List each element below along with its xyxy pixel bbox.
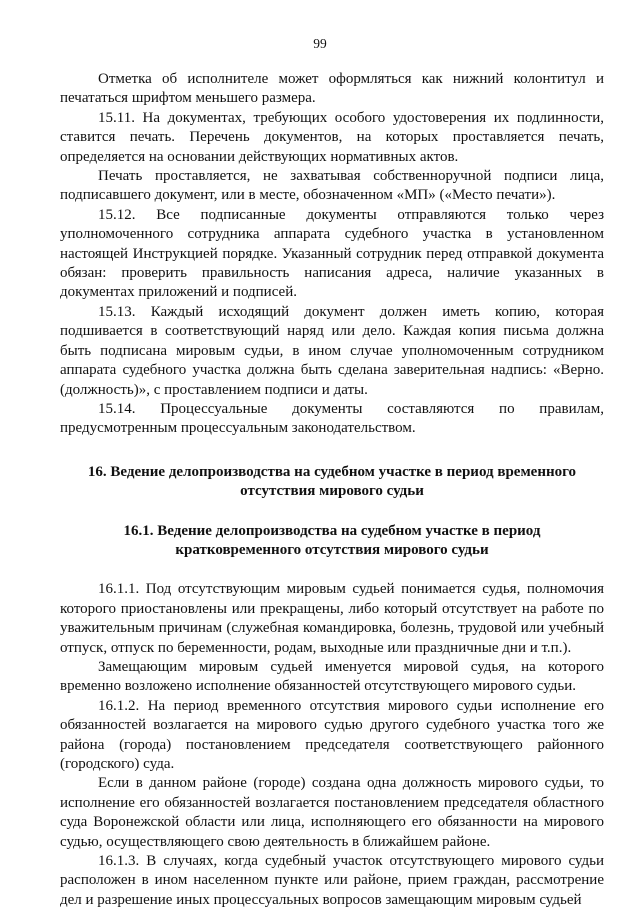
paragraph-executor-note: Отметка об исполнителе может оформляться как нижний колонтитул и печататься шрифтом меньшего размера. bbox=[60, 71, 604, 107]
paragraph-16-1-3: 16.1.3. В случаях, когда судебный участок отсутствующего мирового судьи расположен в ином населенном пункте или районе, прием граждан, рассмотрение дел и разрешение иных процессуальных вопросов замещающим мировым судьей bbox=[60, 853, 604, 908]
paragraph-stamp-placement: Печать проставляется, не захватывая собственноручной подписи лица, подписавшего документ, или в месте, обозначенном «МП» («Место печати»). bbox=[60, 168, 604, 204]
section-16-heading: 16. Ведение делопроизводства на судебном участке в период временного отсутствия мирового судьи bbox=[87, 463, 577, 500]
paragraph-single-position: Если в данном районе (городе) создана одна должность мирового судьи, то исполнение его обязанностей возлагается постановлением председателя областного суда Воронежской области или лица, исполняющего его обязанности на мирового судью, осуществляющего свою деятельность в ближайшем районе. bbox=[60, 775, 604, 850]
document-body bbox=[60, 70, 604, 910]
section-16-1-heading: 16.1. Ведение делопроизводства на судебном участке в период кратковременного отсутствия мирового судьи bbox=[123, 522, 541, 558]
paragraph-15-13: 15.13. Каждый исходящий документ должен иметь копию, которая подшивается в соответствующий наряд или дело. Каждая копия письма должна быть подписана мировым судьи, в ином случае уполномоченным сотрудником аппарата судебного участка должна быть сделана заверительная надпись: «Верно. (должность)», с проставлением подписи и даты. bbox=[60, 303, 604, 398]
paragraph-15-12: 15.12. Все подписанные документы отправляются только через уполномоченного сотрудника аппарата судебного участка в установленном настоящей Инструкцией порядке. Указанный сотрудник перед отправкой документа обязан: проверить правильность написания адреса, наличие указанных в документах приложений и подписей. bbox=[60, 206, 604, 301]
paragraph-15-14: 15.14. Процессуальные документы составляются по правилам, предусмотренным процессуальным законодательством. bbox=[60, 400, 604, 437]
paragraph-16-1-1: 16.1.1. Под отсутствующим мировым судьей понимается судья, полномочия которого приостановлены или прекращены, либо который отсутствует на работе по уважительным причинам (служебная командировка, болезнь, трудовой или учебный отпуск, отпуск по беременности, родам, выходные или праздничные дни и т.п.). bbox=[60, 581, 604, 656]
paragraph-substitute-judge: Замещающим мировым судьей именуется мировой судья, на которого временно возложено исполнение обязанностей отсутствующего мирового судьи. bbox=[60, 658, 604, 695]
paragraph-16-1-2: 16.1.2. На период временного отсутствия мирового судьи исполнение его обязанностей возлагается на мирового судью другого судебного участка того же района (города) постановлением председателя соответствующего районного (городского) суда. bbox=[60, 697, 604, 772]
paragraph-15-11: 15.11. На документах, требующих особого удостоверения их подлинности, ставится печать. Перечень документов, на которых проставляется печать, определяется на основании действующих нормативных актов. bbox=[60, 109, 604, 165]
page-number: 99 bbox=[313, 36, 327, 51]
